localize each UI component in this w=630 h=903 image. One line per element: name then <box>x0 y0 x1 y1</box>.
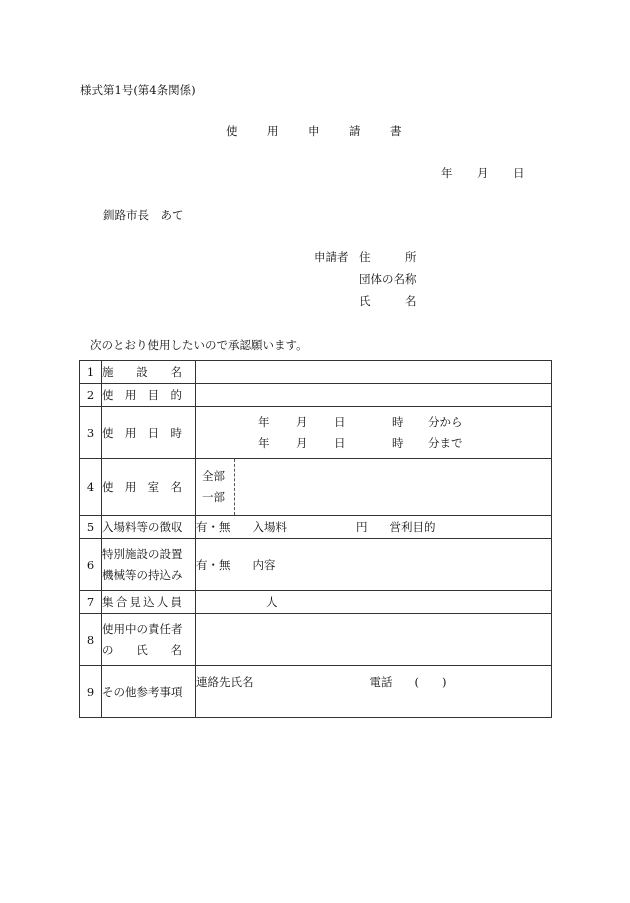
label-char: 設 <box>136 365 148 379</box>
month-label: 月 <box>296 414 308 429</box>
facility-name-field[interactable] <box>196 361 552 384</box>
document-title <box>226 123 431 139</box>
table-row <box>80 539 552 591</box>
label-char: 名 <box>170 642 182 657</box>
applicant-address-label: 住 所 <box>359 250 417 264</box>
content-label: 内容 <box>252 557 276 572</box>
datetime-field[interactable] <box>196 407 552 459</box>
row-label <box>102 384 196 407</box>
room-option-all[interactable]: 全部 <box>202 469 225 483</box>
month-label: 月 <box>296 435 308 450</box>
applicant-label: 申請者 <box>314 250 349 264</box>
label-char: 的 <box>170 388 182 402</box>
label-char: 目 <box>147 388 160 402</box>
people-unit-label: 人 <box>266 595 278 609</box>
row-number: 5 <box>80 516 102 539</box>
table-row <box>80 516 552 539</box>
responsible-person-field[interactable] <box>196 614 552 666</box>
label-char: 時 <box>170 425 182 440</box>
expected-attendees-field[interactable] <box>196 591 552 614</box>
label-char: 氏 <box>136 642 148 657</box>
yes-no-choice[interactable]: 有・無 <box>196 557 231 572</box>
hour-label: 時 <box>392 414 404 429</box>
label-line: 使用中の責任者 <box>102 621 183 636</box>
yes-no-choice[interactable]: 有・無 <box>196 520 231 534</box>
date-day: 日 <box>513 166 525 180</box>
profit-purpose-label: 営利目的 <box>389 520 436 534</box>
table-row <box>80 361 552 384</box>
year-label: 年 <box>258 414 270 429</box>
date-line <box>441 165 549 181</box>
table-row <box>80 591 552 614</box>
datetime-start-line <box>258 412 551 433</box>
title-char: 使 <box>226 124 238 138</box>
label-char: 集 <box>102 595 114 609</box>
label-char: 見 <box>129 595 141 609</box>
label-char: 人 <box>156 595 169 609</box>
label-line: 機械等の持込み <box>102 567 183 582</box>
row-label: 入場料等の徴収 <box>102 516 196 539</box>
row-label <box>102 614 196 666</box>
title-char: 書 <box>390 124 402 138</box>
date-year: 年 <box>441 166 453 180</box>
date-month: 月 <box>477 166 489 180</box>
label-char: 用 <box>124 388 137 402</box>
row-label <box>102 459 196 516</box>
label-char: 施 <box>102 365 114 379</box>
intro-text: 次のとおり使用したいので承認願います。 <box>90 338 308 352</box>
row-label <box>102 591 196 614</box>
title-char: 申 <box>308 124 320 138</box>
row-number: 3 <box>80 407 102 459</box>
row-label: その他参考事項 <box>102 666 196 718</box>
label-char: 使 <box>102 388 114 402</box>
room-option-part[interactable]: 一部 <box>202 490 225 504</box>
row-number: 9 <box>80 666 102 718</box>
yen-label: 円 <box>356 520 368 534</box>
label-char: 員 <box>170 595 182 609</box>
row-label <box>102 361 196 384</box>
year-label: 年 <box>258 435 270 450</box>
row-number: 6 <box>80 539 102 591</box>
table-row <box>80 407 552 459</box>
row-label <box>102 539 196 591</box>
label-char: 使 <box>102 480 114 494</box>
addressee: 釧路市長 あて <box>103 208 184 222</box>
label-char: 室 <box>147 480 160 494</box>
row-number: 2 <box>80 384 102 407</box>
datetime-end-line <box>258 433 551 454</box>
application-table <box>79 360 552 718</box>
equipment-field[interactable] <box>196 539 552 591</box>
day-label: 日 <box>334 414 346 429</box>
table-row <box>80 384 552 407</box>
label-char: 名 <box>170 365 182 379</box>
room-field <box>196 459 552 516</box>
room-scope-options <box>202 459 235 515</box>
form-number: 様式第1号(第4条関係) <box>80 83 196 97</box>
admission-fee-label: 入場料 <box>252 520 287 534</box>
other-notes-field[interactable] <box>196 666 552 718</box>
applicant-name-label: 氏 名 <box>359 294 417 308</box>
purpose-field[interactable] <box>196 384 552 407</box>
row-label <box>102 407 196 459</box>
label-char: の <box>102 642 114 657</box>
hour-label: 時 <box>392 435 404 450</box>
label-char: 用 <box>124 480 137 494</box>
label-char: 名 <box>170 480 182 494</box>
day-label: 日 <box>334 435 346 450</box>
title-char: 請 <box>349 124 361 138</box>
table-row <box>80 614 552 666</box>
room-name-input[interactable] <box>235 459 551 515</box>
contact-name-label: 連絡先氏名 <box>196 675 254 689</box>
label-line: 特別施設の設置 <box>102 546 183 561</box>
phone-parentheses: ( ) <box>414 675 447 689</box>
row-number: 1 <box>80 361 102 384</box>
row-number: 8 <box>80 614 102 666</box>
applicant-org-label: 団体の名称 <box>359 272 417 286</box>
phone-label: 電話 <box>369 675 393 689</box>
fee-field[interactable] <box>196 516 552 539</box>
label-char: 日 <box>147 425 160 440</box>
row-number: 4 <box>80 459 102 516</box>
label-char: 合 <box>115 595 128 609</box>
table-row <box>80 666 552 718</box>
label-char: 込 <box>143 595 155 609</box>
minute-to-label: 分まで <box>428 435 463 450</box>
label-char: 用 <box>124 425 137 440</box>
label-char: 使 <box>102 425 114 440</box>
title-char: 用 <box>267 124 279 138</box>
row-number: 7 <box>80 591 102 614</box>
table-row <box>80 459 552 516</box>
minute-from-label: 分から <box>428 414 463 429</box>
